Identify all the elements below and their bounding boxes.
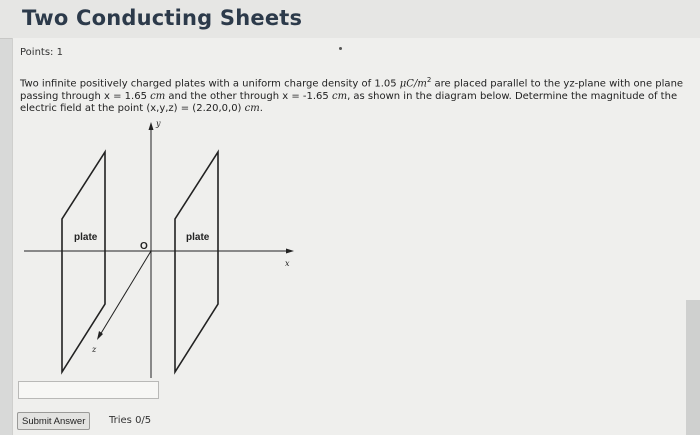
z-axis <box>100 251 151 335</box>
tries-counter: Tries 0/5 <box>109 415 152 426</box>
page-edge <box>686 300 700 435</box>
z-axis-label: z <box>92 345 97 354</box>
y-axis-label: y <box>156 119 161 128</box>
problem-title: Two Conducting Sheets <box>22 6 303 30</box>
x-axis-arrow <box>286 249 294 254</box>
question-part2: are placed parallel to the yz-plane with one plane passing through x = 1.65 <box>20 78 684 102</box>
right-plate <box>175 152 218 372</box>
question-part4: , as shown in the diagram below. Determine the magnitude of the electric field at the point (x,y,z) = (2.20,0,0) <box>20 90 678 115</box>
x-axis-label: x <box>285 259 290 268</box>
points-label: Points: 1 <box>20 47 63 58</box>
unit-cm-2: cm <box>331 90 348 102</box>
question-end: . <box>259 103 263 115</box>
unit-cm-1: cm <box>150 90 166 102</box>
unit-exponent: 2 <box>426 76 432 84</box>
plate-left-label: plate <box>74 232 98 243</box>
unit-text: μC/m <box>399 78 427 90</box>
unit-cm-3: cm <box>244 103 260 115</box>
submit-answer-button[interactable]: Submit Answer <box>17 412 90 430</box>
question-part3: and the other through x = -1.65 <box>165 90 332 102</box>
origin-label: O <box>140 241 148 252</box>
answer-input[interactable] <box>18 381 159 399</box>
y-axis-arrow <box>149 122 154 130</box>
plate-right-label: plate <box>186 232 210 243</box>
left-plate <box>62 152 105 372</box>
question-part1: Two infinite positively charged plates with a uniform charge density of 1.05 <box>20 78 400 90</box>
